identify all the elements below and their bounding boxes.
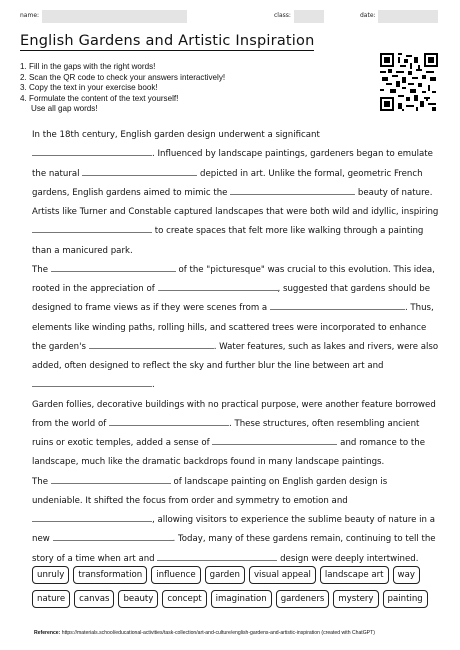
date-label: date: bbox=[360, 12, 376, 19]
text-line bbox=[32, 530, 436, 549]
text-line bbox=[32, 280, 432, 299]
text-line bbox=[32, 165, 432, 184]
text-segment: In the 18th century, English garden design underwent a significant bbox=[32, 130, 320, 140]
text-segment: of the "picturesque" was crucial to this evolution. This idea, bbox=[175, 264, 435, 275]
text-segment: new bbox=[32, 534, 53, 545]
qr-code-icon[interactable] bbox=[380, 53, 438, 111]
instruction-3: 3. Copy the text in your exercise book! bbox=[20, 83, 158, 92]
gap-blank[interactable] bbox=[32, 145, 152, 156]
text-segment: . Today, many of these gardens remain, continuing to tell the bbox=[172, 534, 436, 545]
word-card[interactable]: nature bbox=[32, 590, 70, 608]
text-segment: from the world of bbox=[32, 418, 109, 429]
word-card[interactable]: garden bbox=[205, 566, 245, 584]
reference-text: https://materials.school/educational-activities/task-collection/art-and-culture/english-gardens-and-artistic-inspiration (created with ChatGPT) bbox=[61, 630, 375, 636]
gap-blank[interactable] bbox=[157, 550, 277, 561]
word-card[interactable]: painting bbox=[383, 590, 428, 608]
word-card[interactable]: way bbox=[393, 566, 420, 584]
name-field[interactable] bbox=[42, 10, 187, 23]
reference-label: Reference: bbox=[34, 630, 61, 636]
text-segment: Garden follies, decorative buildings with no practical purpose, were another feature borrowed bbox=[32, 399, 436, 410]
text-line bbox=[32, 357, 432, 376]
gap-blank[interactable] bbox=[230, 184, 355, 195]
gap-blank[interactable] bbox=[158, 280, 278, 291]
word-card[interactable]: beauty bbox=[118, 590, 158, 608]
text-line bbox=[32, 242, 432, 261]
gap-blank[interactable] bbox=[82, 165, 197, 176]
gap-blank[interactable] bbox=[51, 261, 176, 272]
text-segment: undeniable. It shifted the focus from order and symmetry to emotion and bbox=[32, 495, 348, 506]
text-line bbox=[32, 126, 432, 145]
text-segment: design were deeply intertwined. bbox=[277, 553, 419, 564]
text-segment: rooted in the appreciation of bbox=[32, 284, 158, 294]
text-line bbox=[32, 319, 432, 338]
text-segment: The bbox=[32, 264, 51, 275]
gap-blank[interactable] bbox=[53, 530, 173, 541]
text-segment: story of a time when art and bbox=[32, 553, 158, 564]
text-line bbox=[32, 203, 439, 222]
text-segment: the natural bbox=[32, 168, 83, 179]
word-card[interactable]: imagination bbox=[211, 590, 272, 608]
text-segment: , suggested that gardens should be bbox=[277, 284, 431, 294]
word-card[interactable]: unruly bbox=[32, 566, 69, 584]
text-segment: . Thus, bbox=[404, 303, 434, 314]
reference bbox=[34, 630, 375, 636]
text-line bbox=[32, 511, 436, 530]
text-segment: The bbox=[32, 476, 51, 487]
text-segment: gardens, English gardens aimed to mimic the bbox=[32, 187, 231, 198]
instruction-4: 4. Formulate the content of the text yourself! bbox=[20, 93, 179, 103]
gap-blank[interactable] bbox=[270, 299, 405, 310]
gap-blank[interactable] bbox=[109, 415, 229, 426]
word-card[interactable]: transformation bbox=[73, 566, 147, 584]
text-segment: . These structures, often resembling ancient bbox=[228, 418, 420, 429]
word-card[interactable]: concept bbox=[162, 590, 206, 608]
text-line bbox=[32, 184, 432, 203]
page-title: English Gardens and Artistic Inspiration bbox=[20, 33, 315, 49]
word-bank bbox=[32, 566, 436, 614]
instruction-1: 1. Fill in the gaps with the right words! bbox=[20, 62, 156, 71]
class-field[interactable] bbox=[294, 10, 324, 23]
gap-blank[interactable] bbox=[212, 434, 337, 445]
text-segment: . bbox=[152, 380, 155, 391]
instructions bbox=[20, 62, 350, 115]
text-line bbox=[32, 434, 432, 453]
text-segment: , allowing visitors to experience the sublime beauty of nature in a bbox=[152, 515, 436, 525]
text-line bbox=[32, 299, 432, 318]
name-label: name: bbox=[20, 12, 40, 19]
text-segment: of landscape painting on English garden design is bbox=[170, 476, 388, 487]
word-card[interactable]: influence bbox=[151, 566, 200, 584]
text-segment: designed to frame views as if they were scenes from a bbox=[32, 303, 270, 314]
text-segment: Artists like Turner and Constable captured landscapes that were both wild and idyllic, inspiring bbox=[32, 207, 439, 217]
word-bank-row-2 bbox=[32, 590, 436, 608]
text-line bbox=[32, 415, 432, 434]
text-line bbox=[32, 338, 439, 357]
text-segment: landscape, much like the dramatic backdrops found in many landscape paintings. bbox=[32, 457, 385, 468]
date-field[interactable] bbox=[378, 10, 438, 23]
text-segment: . Influenced by landscape paintings, gardeners began to emulate bbox=[152, 149, 433, 160]
word-card[interactable]: landscape art bbox=[320, 566, 389, 584]
text-line bbox=[32, 396, 436, 415]
text-line bbox=[32, 492, 432, 511]
text-segment: depicted in art. Unlike the formal, geometric French bbox=[197, 168, 423, 179]
text-line bbox=[32, 222, 432, 241]
word-card[interactable]: canvas bbox=[74, 590, 114, 608]
gap-blank[interactable] bbox=[51, 473, 171, 484]
text-line bbox=[32, 145, 432, 164]
text-line bbox=[32, 473, 432, 492]
class-label: class: bbox=[274, 12, 291, 19]
text-segment: added, often designed to reflect the sky and further blur the line between art and bbox=[32, 361, 384, 371]
gap-blank[interactable] bbox=[32, 511, 152, 522]
instruction-5: Use all gap words! bbox=[31, 104, 98, 113]
text-segment: ruins or exotic temples, added a sense of bbox=[32, 438, 213, 448]
text-segment: elements like winding paths, rolling hills, and scattered trees were incorporated to enhance bbox=[32, 322, 427, 333]
text-line bbox=[32, 453, 432, 472]
gap-blank[interactable] bbox=[89, 338, 214, 349]
text-line bbox=[32, 261, 435, 280]
text-segment: and romance to the bbox=[337, 438, 425, 448]
text-segment: the garden's bbox=[32, 341, 89, 352]
word-card[interactable]: gardeners bbox=[276, 590, 330, 608]
word-card[interactable]: visual appeal bbox=[249, 566, 316, 584]
text-segment: . Water features, such as lakes and rivers, were also bbox=[213, 341, 439, 352]
cloze-text bbox=[32, 126, 439, 569]
word-bank-row-1 bbox=[32, 566, 436, 584]
word-card[interactable]: mystery bbox=[333, 590, 378, 608]
text-segment: to create spaces that felt more like walking through a painting bbox=[152, 226, 424, 237]
text-segment: beauty of nature. bbox=[355, 187, 433, 198]
instruction-2: 2. Scan the QR code to check your answers interactively! bbox=[20, 72, 226, 82]
gap-blank[interactable] bbox=[32, 222, 152, 233]
text-line bbox=[32, 376, 432, 395]
gap-blank[interactable] bbox=[32, 376, 152, 387]
text-segment: than a manicured park. bbox=[32, 245, 133, 256]
